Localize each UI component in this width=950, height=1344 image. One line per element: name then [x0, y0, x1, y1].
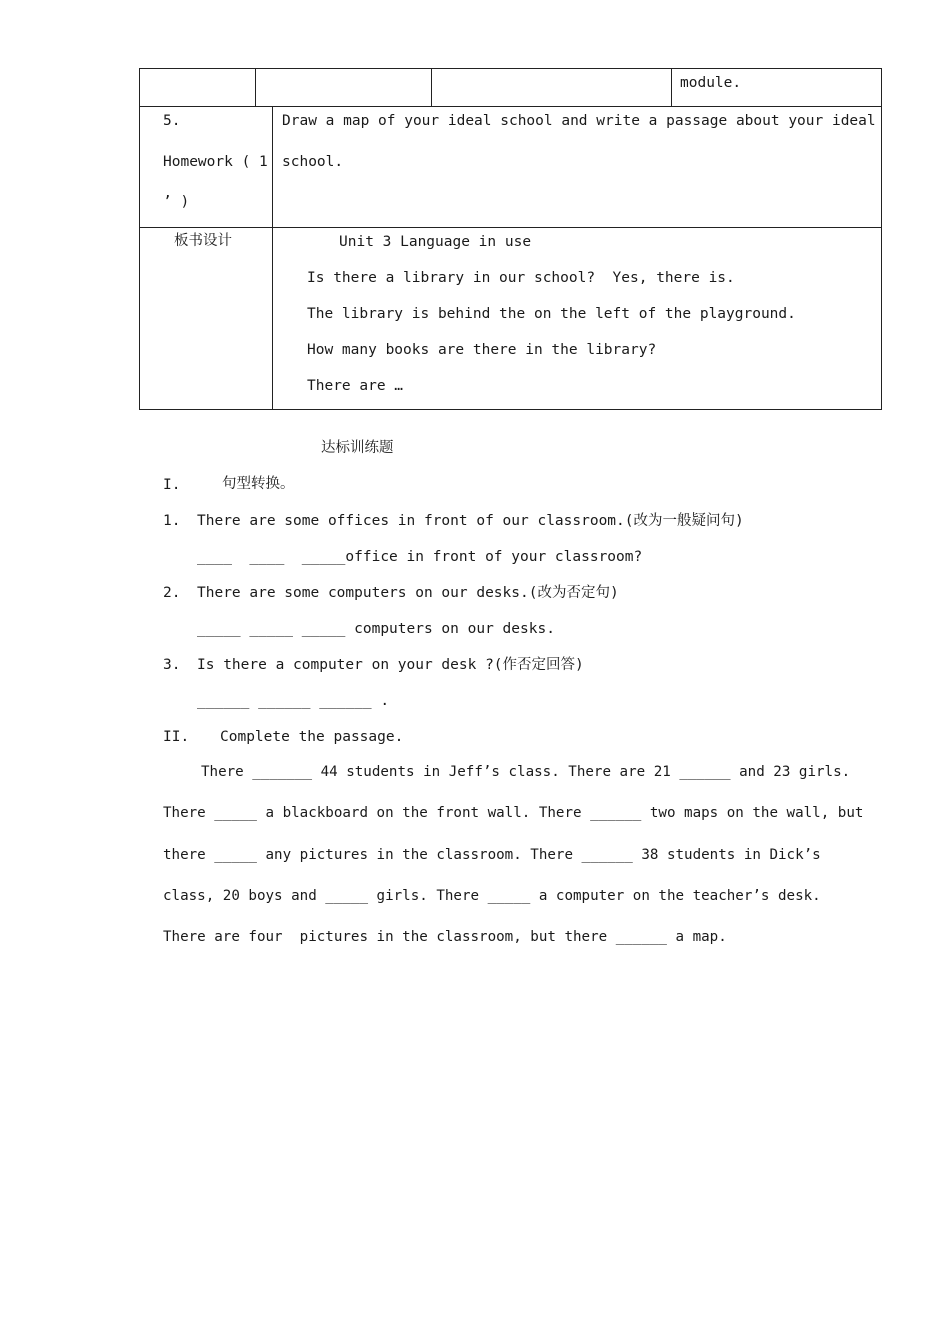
board-line-3: The library is behind the on the left of the playground. [307, 306, 796, 322]
passage-line-4: class, 20 boys and _____ girls. There _____ a computer on the teacher’s desk. [163, 888, 821, 904]
section1-numeral: I. [163, 477, 181, 493]
passage-line-1: There _______ 44 students in Jeff’s class. There are 21 ______ and 23 girls. [201, 764, 851, 780]
section2-numeral: II. [163, 729, 190, 745]
table-border-left [139, 68, 140, 410]
passage-line-5: There are four pictures in the classroom, but there ______ a map. [163, 929, 727, 945]
section1-title: 句型转换。 [222, 476, 295, 492]
item2-text: There are some computers on our desks.(改为否定句) [197, 585, 619, 601]
board-design-label: 板书设计 [174, 233, 232, 249]
board-line-4: How many books are there in the library? [307, 342, 657, 358]
board-line-2: Is there a library in our school? Yes, there is. [307, 270, 735, 286]
section2-title: Complete the passage. [220, 729, 404, 745]
passage-line-2: There _____ a blackboard on the front wall. There ______ two maps on the wall, but [163, 805, 864, 821]
table-col-divider-top-2 [431, 68, 432, 106]
table-border-right [881, 68, 882, 410]
homework-content-line2: school. [282, 154, 344, 170]
table-divider-1 [139, 106, 882, 107]
item3-number: 3. [163, 657, 181, 673]
homework-number: 5. [163, 113, 181, 129]
exercises-title: 达标训练题 [321, 440, 394, 456]
item2-number: 2. [163, 585, 181, 601]
table-col-divider-top-1 [255, 68, 256, 106]
item2-answer: _____ _____ _____ computers on our desks. [197, 621, 555, 637]
table-border-bottom [139, 409, 882, 410]
homework-label-line2: ’ ) [163, 194, 190, 210]
homework-label-line1: Homework ( 1 [163, 154, 268, 170]
passage-line-3: there _____ any pictures in the classroom. There ______ 38 students in Dick’s [163, 847, 821, 863]
table-divider-2 [139, 227, 882, 228]
item3-answer: ______ ______ ______ . [197, 693, 390, 709]
board-line-5: There are … [307, 378, 404, 394]
homework-content-line1: Draw a map of your ideal school and write a passage about your ideal [282, 113, 876, 129]
item1-text: There are some offices in front of our classroom.(改为一般疑问句) [197, 513, 744, 529]
table-border-top [139, 68, 882, 69]
table-col-divider-main [272, 106, 273, 410]
top-row-last-cell: module. [680, 75, 742, 91]
table-col-divider-top-3 [671, 68, 672, 106]
item1-answer: ____ ____ _____office in front of your classroom? [197, 549, 643, 565]
board-line-1: Unit 3 Language in use [339, 234, 532, 250]
item3-text: Is there a computer on your desk ?(作否定回答) [197, 657, 584, 673]
item1-number: 1. [163, 513, 181, 529]
